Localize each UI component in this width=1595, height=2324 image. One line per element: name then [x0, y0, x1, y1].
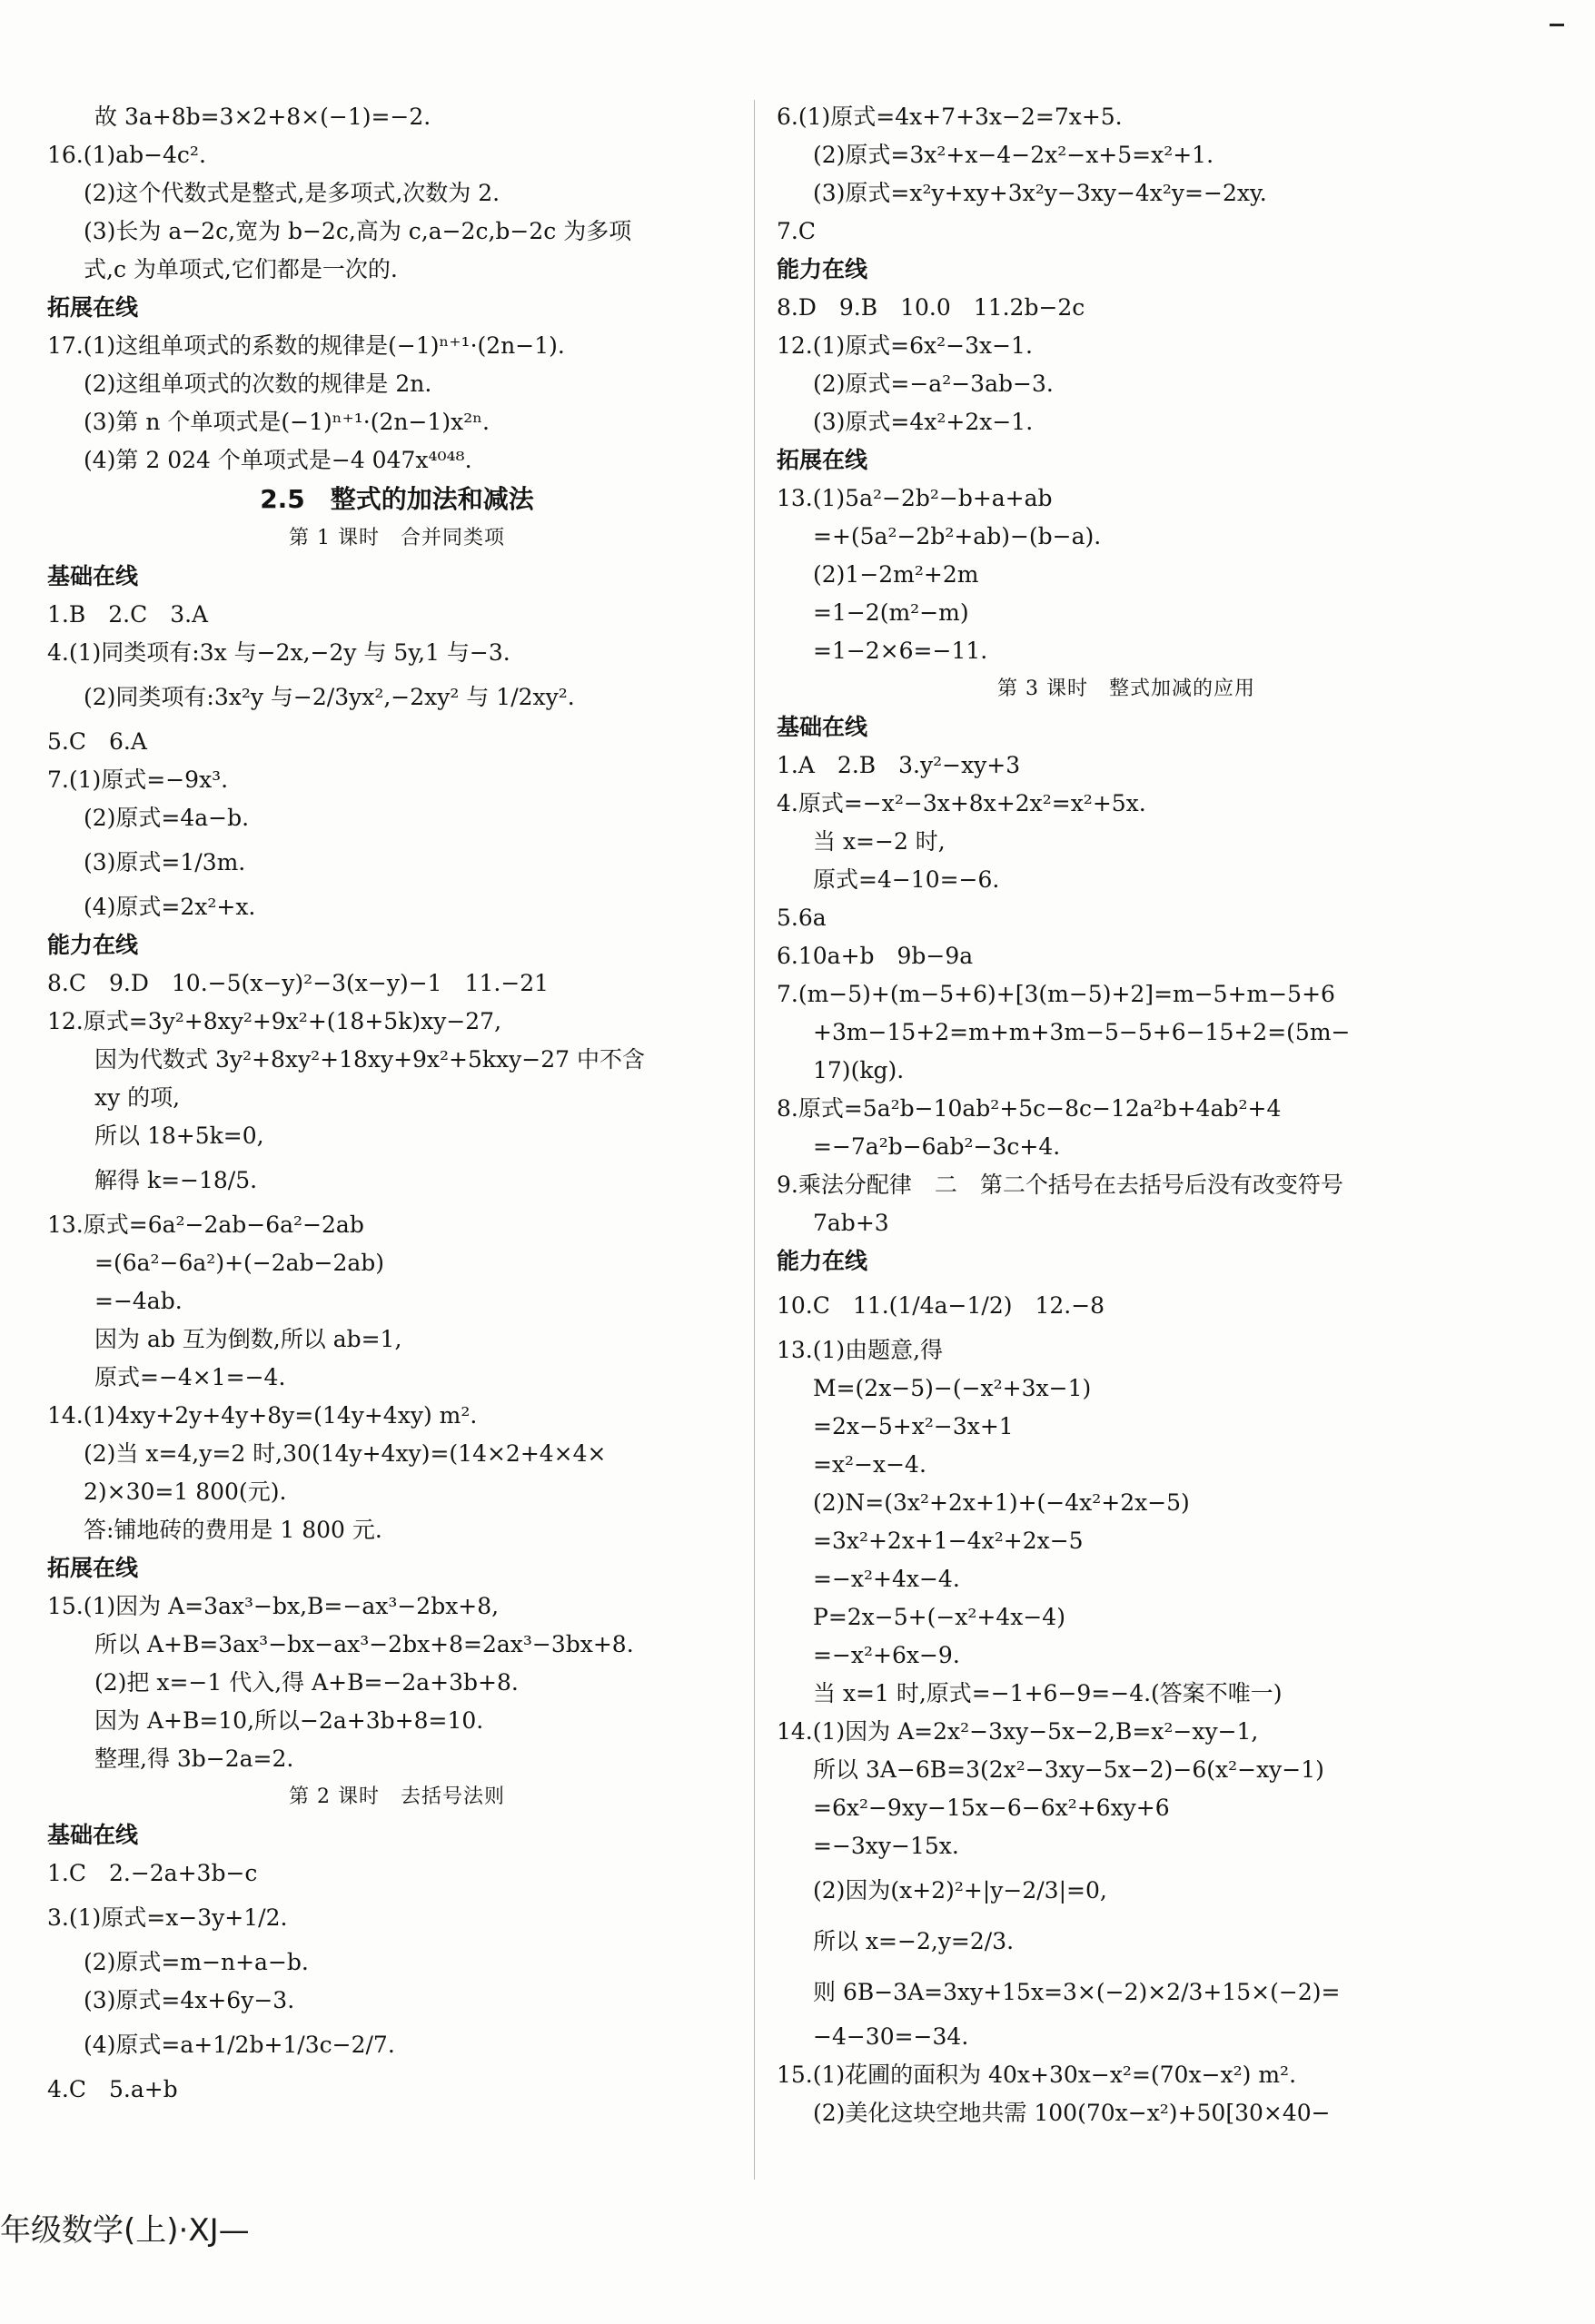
left-answer-line: (3)原式=4x+6y−3.	[84, 1987, 295, 2013]
left-answer-line: 7.(1)原式=−9x³.	[47, 766, 229, 793]
right-answer-line: =−x²+6x−9.	[813, 1642, 960, 1668]
left-section-heading: 基础在线	[47, 563, 139, 589]
left-answer-line: 13.原式=6a²−2ab−6a²−2ab	[47, 1211, 364, 1238]
right-answer-line: 6.(1)原式=4x+7+3x−2=7x+5.	[777, 104, 1123, 130]
left-answer-line: 因为代数式 3y²+8xy²+18xy+9x²+5kxy−27 中不含	[94, 1046, 645, 1073]
left-answer-line: 原式=−4×1=−4.	[94, 1364, 286, 1390]
left-section-heading: 能力在线	[47, 932, 139, 958]
right-answer-line: P=2x−5+(−x²+4x−4)	[813, 1604, 1065, 1630]
right-section-heading: 基础在线	[777, 714, 868, 740]
right-answer-line: 则 6B−3A=3xy+15x=3×(−2)×2/3+15×(−2)=	[813, 1979, 1341, 2005]
left-lesson-subtitle: 第 2 课时 去括号法则	[289, 1785, 505, 1808]
right-answer-line: 14.(1)因为 A=2x²−3xy−5x−2,B=x²−xy−1,	[777, 1718, 1259, 1745]
right-answer-line: 4.原式=−x²−3x+8x+2x²=x²+5x.	[777, 790, 1146, 816]
left-answer-line: 式,c 为单项式,它们都是一次的.	[84, 256, 398, 282]
right-answer-line: (3)原式=x²y+xy+3x²y−3xy−4x²y=−2xy.	[813, 180, 1267, 206]
left-answer-line: 3.(1)原式=x−3y+1/2.	[47, 1904, 288, 1931]
left-answer-line: 整理,得 3b−2a=2.	[94, 1745, 294, 1772]
right-lesson-subtitle: 第 3 课时 整式加减的应用	[997, 677, 1255, 700]
left-answer-line: 8.C 9.D 10.−5(x−y)²−3(x−y)−1 11.−21	[47, 970, 550, 996]
right-answer-line: 8.原式=5a²b−10ab²+5c−8c−12a²b+4ab²+4	[777, 1095, 1282, 1122]
left-answer-line: 2)×30=1 800(元).	[84, 1478, 287, 1505]
left-answer-line: (4)第 2 024 个单项式是−4 047x⁴⁰⁴⁸.	[84, 447, 472, 473]
left-answer-line: 4.C 5.a+b	[47, 2076, 178, 2102]
left-answer-line: (2)原式=4a−b.	[84, 805, 250, 831]
left-answer-line: 解得 k=−18/5.	[94, 1167, 258, 1193]
right-answer-line: 17)(kg).	[813, 1057, 905, 1083]
right-section-heading: 能力在线	[777, 256, 868, 282]
left-answer-column	[47, 98, 747, 2109]
left-lesson-subtitle: 第 1 课时 合并同类项	[289, 527, 505, 549]
right-answer-line: 13.(1)5a²−2b²−b+a+ab	[777, 485, 1053, 511]
left-section-heading: 拓展在线	[47, 294, 139, 321]
left-answer-line: (3)第 n 个单项式是(−1)ⁿ⁺¹·(2n−1)x²ⁿ.	[84, 409, 490, 435]
left-answer-line: 因为 A+B=10,所以−2a+3b+8=10.	[94, 1707, 484, 1734]
left-answer-line: 1.C 2.−2a+3b−c	[47, 1860, 258, 1886]
left-answer-line: 因为 ab 互为倒数,所以 ab=1,	[94, 1326, 402, 1352]
left-answer-line: (2)把 x=−1 代入,得 A+B=−2a+3b+8.	[94, 1669, 519, 1696]
right-answer-line: 所以 3A−6B=3(2x²−3xy−5x−2)−6(x²−xy−1)	[813, 1756, 1324, 1783]
right-answer-line: (3)原式=4x²+2x−1.	[813, 409, 1034, 435]
right-answer-line: 9.乘法分配律 二 第二个括号在去括号后没有改变符号	[777, 1172, 1343, 1198]
right-answer-line: 12.(1)原式=6x²−3x−1.	[777, 332, 1033, 359]
right-answer-line: +3m−15+2=m+m+3m−5−5+6−15+2=(5m−	[813, 1019, 1351, 1045]
right-answer-line: 原式=4−10=−6.	[813, 866, 1000, 893]
left-answer-line: 所以 18+5k=0,	[94, 1122, 264, 1149]
right-answer-line: =+(5a²−2b²+ab)−(b−a).	[813, 523, 1102, 549]
right-answer-line: 7.C	[777, 218, 816, 244]
right-answer-line: (2)原式=−a²−3ab−3.	[813, 371, 1054, 397]
left-answer-line: 15.(1)因为 A=3ax³−bx,B=−ax³−2bx+8,	[47, 1593, 500, 1619]
right-answer-line: 15.(1)花圃的面积为 40x+30x−x²=(70x−x²) m².	[777, 2062, 1297, 2088]
left-answer-line: 12.原式=3y²+8xy²+9x²+(18+5k)xy−27,	[47, 1008, 502, 1034]
left-answer-line: 5.C 6.A	[47, 728, 147, 755]
left-answer-line: (3)原式=1/3m.	[84, 849, 246, 875]
right-answer-column	[777, 98, 1476, 2132]
right-answer-line: 所以 x=−2,y=2/3.	[813, 1928, 1015, 1954]
right-answer-line: 10.C 11.(1/4a−1/2) 12.−8	[777, 1292, 1105, 1319]
left-answer-line: (2)这个代数式是整式,是多项式,次数为 2.	[84, 180, 500, 206]
right-answer-line: (2)美化这块空地共需 100(70x−x²)+50[30×40−	[813, 2100, 1331, 2126]
right-section-heading: 拓展在线	[777, 447, 868, 473]
right-answer-line: 7.(m−5)+(m−5+6)+[3(m−5)+2]=m−5+m−5+6	[777, 981, 1335, 1007]
left-answer-line: 14.(1)4xy+2y+4y+8y=(14y+4xy) m².	[47, 1402, 478, 1429]
left-chapter-title: 2.5 整式的加法和减法	[260, 484, 534, 514]
right-answer-line: =6x²−9xy−15x−6−6x²+6xy+6	[813, 1795, 1170, 1821]
right-answer-line: 5.6a	[777, 905, 827, 931]
right-answer-line: =3x²+2x+1−4x²+2x−5	[813, 1528, 1084, 1554]
left-answer-line: (4)原式=a+1/2b+1/3c−2/7.	[84, 2032, 395, 2058]
right-answer-line: (2)N=(3x²+2x+1)+(−4x²+2x−5)	[813, 1489, 1190, 1516]
right-answer-line: =2x−5+x²−3x+1	[813, 1413, 1014, 1439]
right-answer-line: −4−30=−34.	[813, 2023, 969, 2050]
left-answer-line: =(6a²−6a²)+(−2ab−2ab)	[94, 1250, 385, 1276]
right-answer-line: 7ab+3	[813, 1210, 889, 1236]
page-footer: 年级数学(上)·XJ—	[0, 2212, 250, 2249]
left-answer-line: 故 3a+8b=3×2+8×(−1)=−2.	[94, 104, 431, 130]
right-answer-line: =−3xy−15x.	[813, 1833, 959, 1859]
left-answer-line: =−4ab.	[94, 1288, 183, 1314]
left-answer-line: 17.(1)这组单项式的系数的规律是(−1)ⁿ⁺¹·(2n−1).	[47, 332, 565, 359]
right-answer-line: =−x²+4x−4.	[813, 1566, 960, 1592]
left-answer-line: xy 的项,	[94, 1084, 181, 1111]
left-answer-line: 4.(1)同类项有:3x 与−2x,−2y 与 5y,1 与−3.	[47, 639, 510, 666]
corner-mark	[1550, 24, 1564, 26]
right-answer-line: 当 x=1 时,原式=−1+6−9=−4.(答案不唯一)	[813, 1680, 1283, 1706]
right-answer-line: 6.10a+b 9b−9a	[777, 943, 974, 969]
right-answer-line: 当 x=−2 时,	[813, 828, 946, 855]
left-answer-line: 所以 A+B=3ax³−bx−ax³−2bx+8=2ax³−3bx+8.	[94, 1631, 634, 1657]
right-answer-line: =−7a²b−6ab²−3c+4.	[813, 1133, 1061, 1160]
left-answer-line: 16.(1)ab−4c².	[47, 142, 206, 168]
right-answer-line: =1−2(m²−m)	[813, 599, 969, 626]
left-section-heading: 拓展在线	[47, 1555, 139, 1581]
right-answer-line: M=(2x−5)−(−x²+3x−1)	[813, 1375, 1092, 1401]
left-answer-line: (3)长为 a−2c,宽为 b−2c,高为 c,a−2c,b−2c 为多项	[84, 218, 632, 244]
column-divider	[754, 100, 755, 2180]
right-answer-line: (2)因为(x+2)²+|y−2/3|=0,	[813, 1877, 1107, 1904]
right-answer-line: 8.D 9.B 10.0 11.2b−2c	[777, 294, 1085, 321]
left-answer-line: (4)原式=2x²+x.	[84, 894, 256, 920]
left-answer-line: 答:铺地砖的费用是 1 800 元.	[84, 1517, 382, 1543]
right-section-heading: 能力在线	[777, 1248, 868, 1274]
right-answer-line: =x²−x−4.	[813, 1451, 926, 1478]
right-answer-line: 1.A 2.B 3.y²−xy+3	[777, 752, 1021, 778]
left-answer-line: (2)原式=m−n+a−b.	[84, 1949, 309, 1975]
right-answer-line: 13.(1)由题意,得	[777, 1337, 944, 1363]
left-answer-line: (2)这组单项式的次数的规律是 2n.	[84, 371, 432, 397]
left-answer-line: (2)同类项有:3x²y 与−2/3yx²,−2xy² 与 1/2xy².	[84, 684, 575, 710]
right-answer-line: (2)1−2m²+2m	[813, 561, 979, 588]
right-answer-line: (2)原式=3x²+x−4−2x²−x+5=x²+1.	[813, 142, 1214, 168]
left-section-heading: 基础在线	[47, 1822, 139, 1848]
left-answer-line: 1.B 2.C 3.A	[47, 601, 209, 628]
left-answer-line: (2)当 x=4,y=2 时,30(14y+4xy)=(14×2+4×4×	[84, 1440, 607, 1467]
right-answer-line: =1−2×6=−11.	[813, 638, 988, 664]
